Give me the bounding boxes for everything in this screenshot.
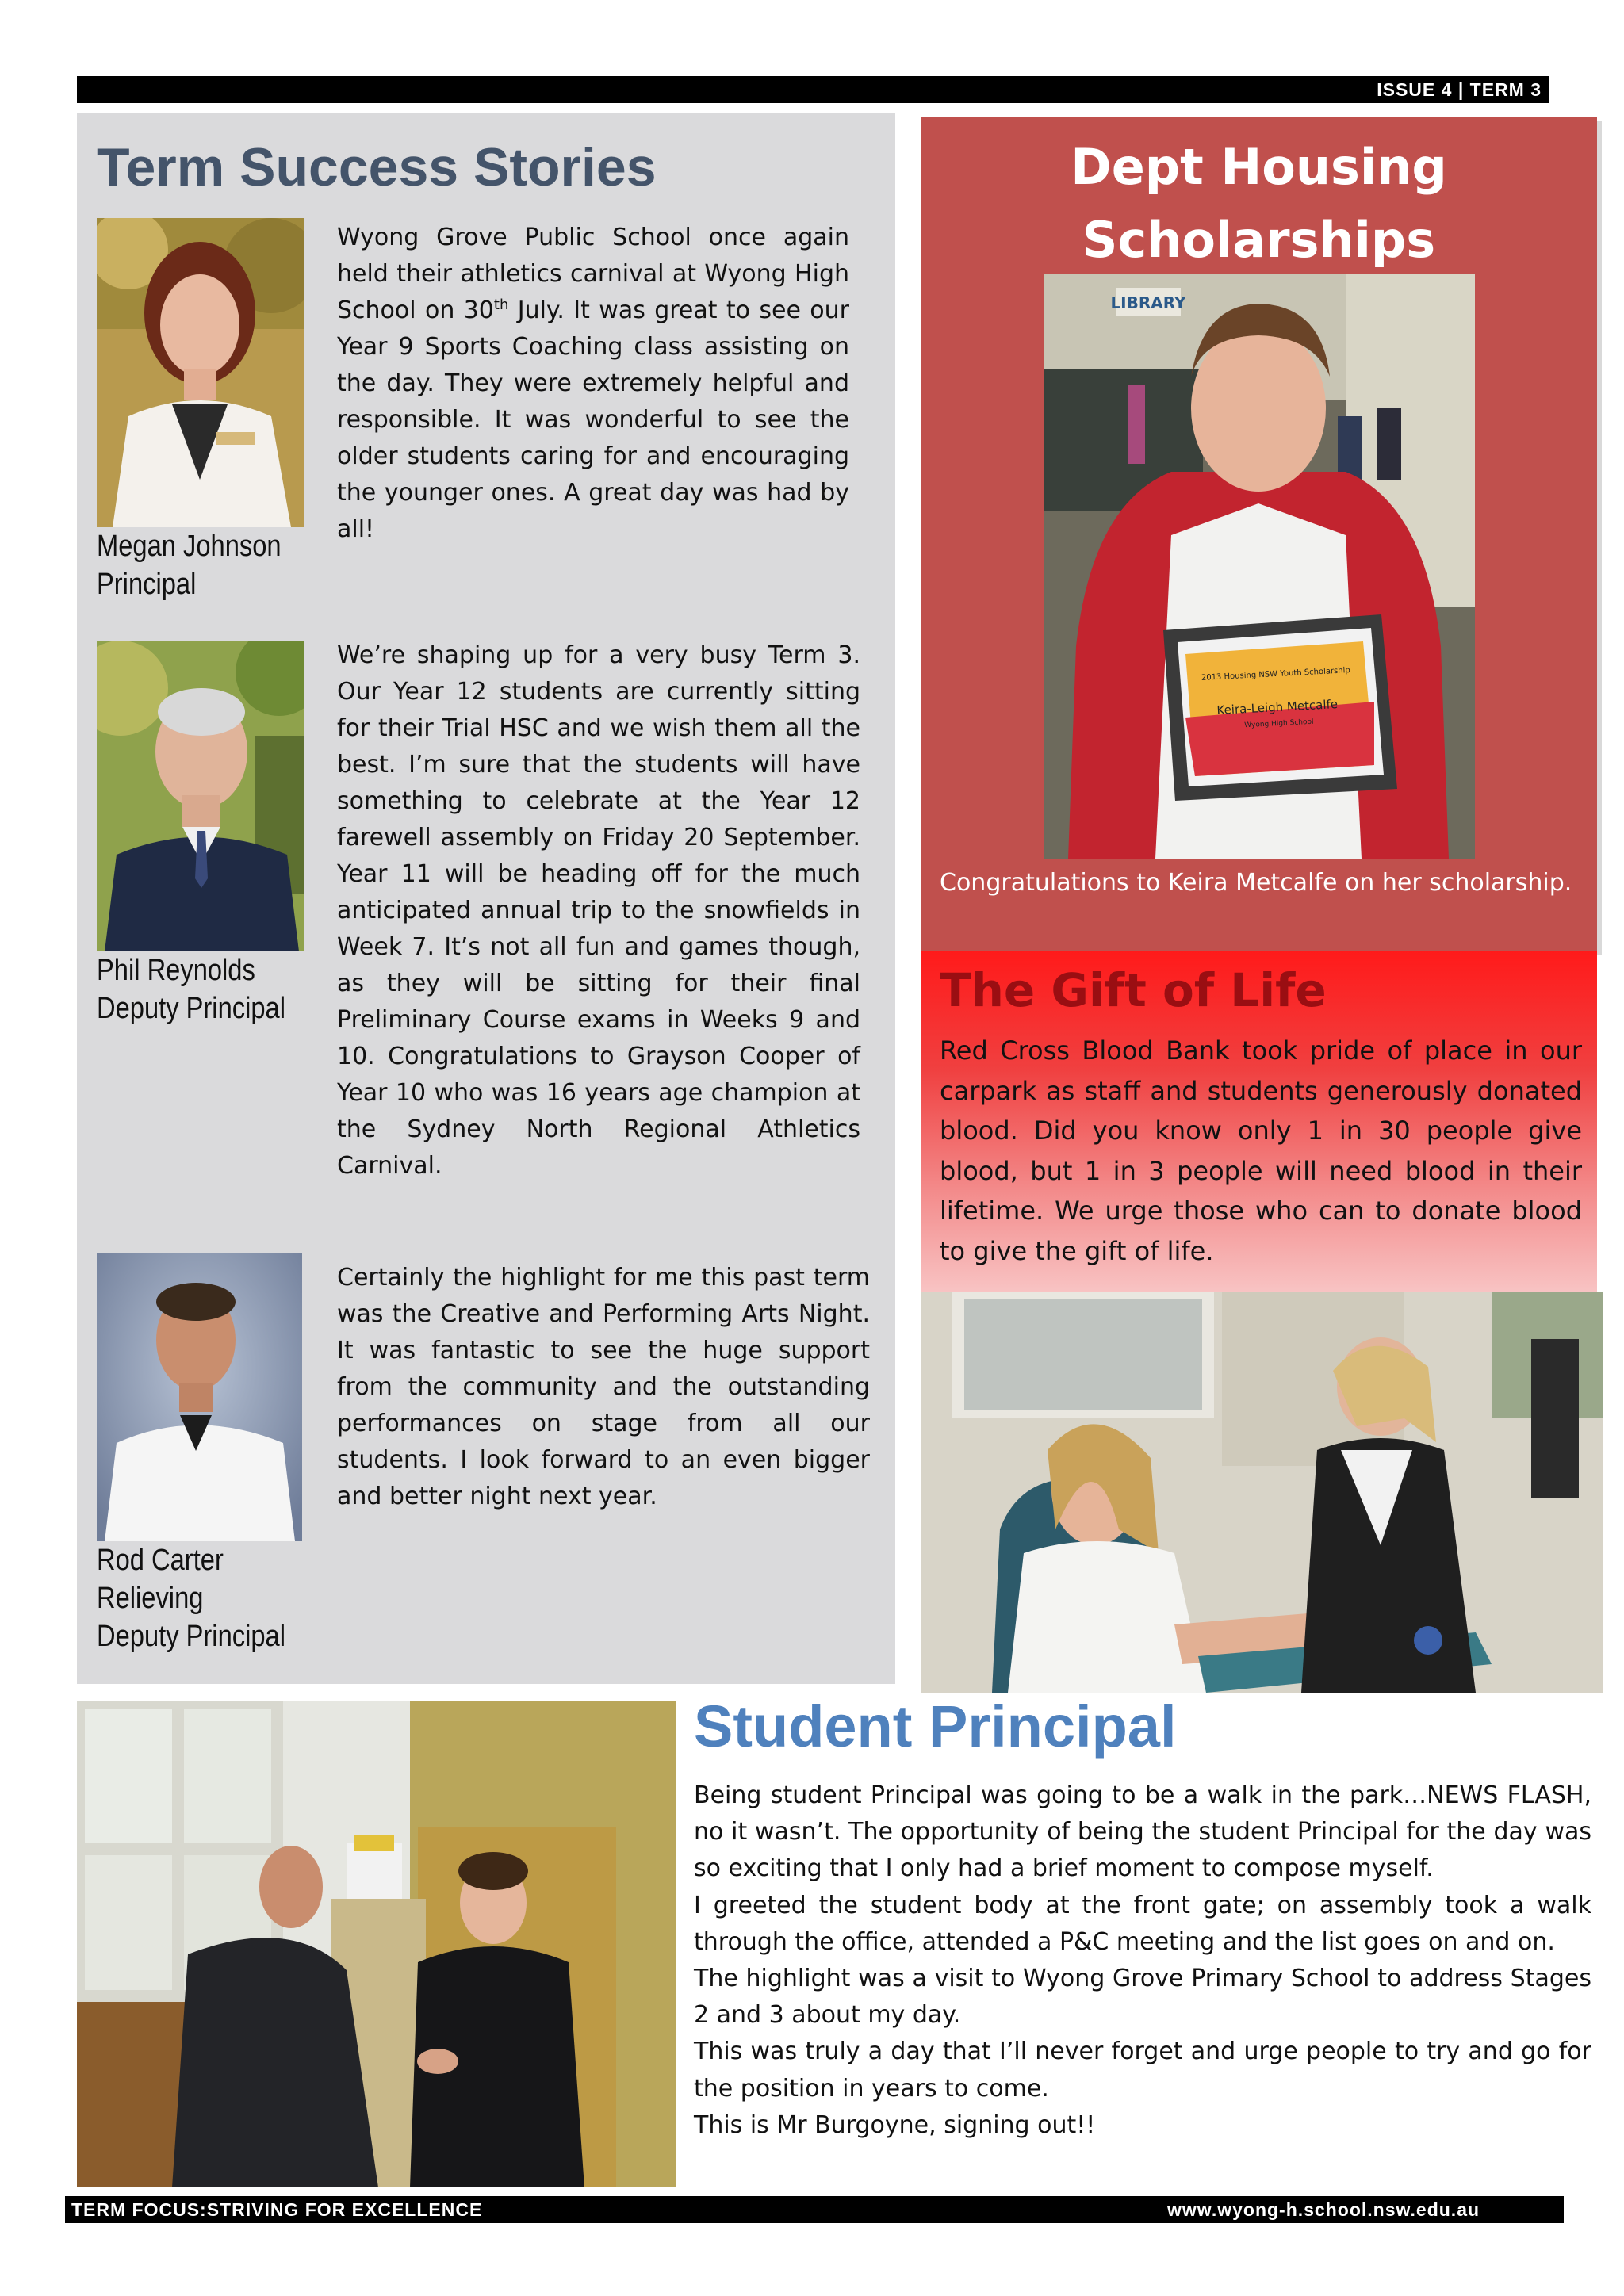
staff-role: Principal xyxy=(97,568,197,601)
paragraph: This is Mr Burgoyne, signing out!! xyxy=(694,2110,1096,2139)
paragraph: The highlight was a visit to Wyong Grove Primary School to address Stages 2 and 3 about my day. xyxy=(694,1965,1591,2030)
story-rod-carter: Certainly the highlight for me this past term was the Creative and Performing Arts Night. It was fantastic to see the huge support from the community and the outstanding performances on stage from all our students. I look forward to an even bigger and better night next year. xyxy=(337,1264,870,1510)
footer-website-link[interactable]: www.wyong-h.school.nsw.edu.au xyxy=(1167,2199,1480,2220)
megan-johnson-photo xyxy=(97,218,304,527)
staff-name: Rod Carter xyxy=(97,1544,224,1577)
certificate-heading: 2013 Housing NSW Youth Scholarship xyxy=(1201,666,1351,683)
scholarship-title: Dept Housing Scholarships xyxy=(1071,138,1447,269)
staff-name: Megan Johnson xyxy=(97,530,282,563)
staff-name: Phil Reynolds xyxy=(97,954,255,987)
success-stories-title: Term Success Stories xyxy=(97,137,657,197)
paragraph: I greeted the student body at the front gate; on assembly took a walk through the office, attended a P&C meeting and the list goes on and on. xyxy=(694,1891,1591,1956)
library-sign: LIBRARY xyxy=(1110,293,1186,312)
student-principal-text xyxy=(694,1777,1591,2144)
gift-of-life-title: The Gift of Life xyxy=(940,963,1327,1017)
student-principal-photo xyxy=(77,1701,676,2187)
story-phil-reynolds: We’re shaping up for a very busy Term 3. Our Year 12 students are currently sitting for their Trial HSC and we wish them all the best. I’m sure that the students will have something to celebrate at the Year 12 farewell assembly on Friday 20 September. Year 11 will be heading off for the much anticipated annual trip to the snowfields in Week 7. It’s not all fun and games though, as they will be sitting for their final Preliminary Course exams in Weeks 9 and 10. Congratulations to Grayson Cooper of Year 10 who was 16 years age champion at the Sydney North Regional Athletics Carnival. xyxy=(337,641,860,1180)
issue-label: ISSUE 4 | TERM 3 xyxy=(1377,79,1542,100)
student-principal-title: Student Principal xyxy=(694,1693,1177,1759)
megan-johnson-caption xyxy=(97,527,282,603)
staff-role: Deputy Principal xyxy=(97,1620,285,1653)
certificate-school: Wyong High School xyxy=(1244,718,1314,730)
staff-role: Deputy Principal xyxy=(97,992,285,1025)
scholarship-caption: Congratulations to Keira Metcalfe on her scholarship. xyxy=(940,869,1572,897)
paragraph: This was truly a day that I’ll never forget and urge people to try and go for the position in years to come. xyxy=(694,2038,1591,2103)
footer-bar xyxy=(65,2196,1564,2223)
phil-reynolds-photo xyxy=(97,641,304,951)
blood-donation-photo xyxy=(921,1292,1603,1693)
story-megan-johnson: Wyong Grove Public School once again held their athletics carnival at Wyong High School on 30th July. It was great to see our Year 9 Sports Coaching class assisting on the day. They were extremely helpful and responsible. It was wonderful to see the older students caring for and encouraging the younger ones. A great day was had by all! xyxy=(337,224,849,543)
phil-reynolds-caption xyxy=(97,951,285,1027)
gift-of-life-text: Red Cross Blood Bank took pride of place in our carpark as staff and students generously donated blood. Did you know only 1 in 30 people give blood, but 1 in 3 people will need blood in their lifetime. We urge those who can to donate blood to give the gift of life. xyxy=(940,1035,1582,1266)
rod-carter-caption xyxy=(97,1541,285,1655)
scholarship-photo xyxy=(1044,274,1475,859)
staff-role: Relieving xyxy=(97,1582,204,1615)
paragraph: Being student Principal was going to be a walk in the park…NEWS FLASH, no it wasn’t. The opportunity of being the student Principal for the day was so exciting that I only had a brief moment to compose myself. xyxy=(694,1781,1591,1883)
certificate-name: Keira-Leigh Metcalfe xyxy=(1216,697,1339,718)
rod-carter-photo xyxy=(97,1253,302,1541)
footer-focus: TERM FOCUS:STRIVING FOR EXCELLENCE xyxy=(71,2199,483,2220)
top-bar xyxy=(77,76,1549,103)
